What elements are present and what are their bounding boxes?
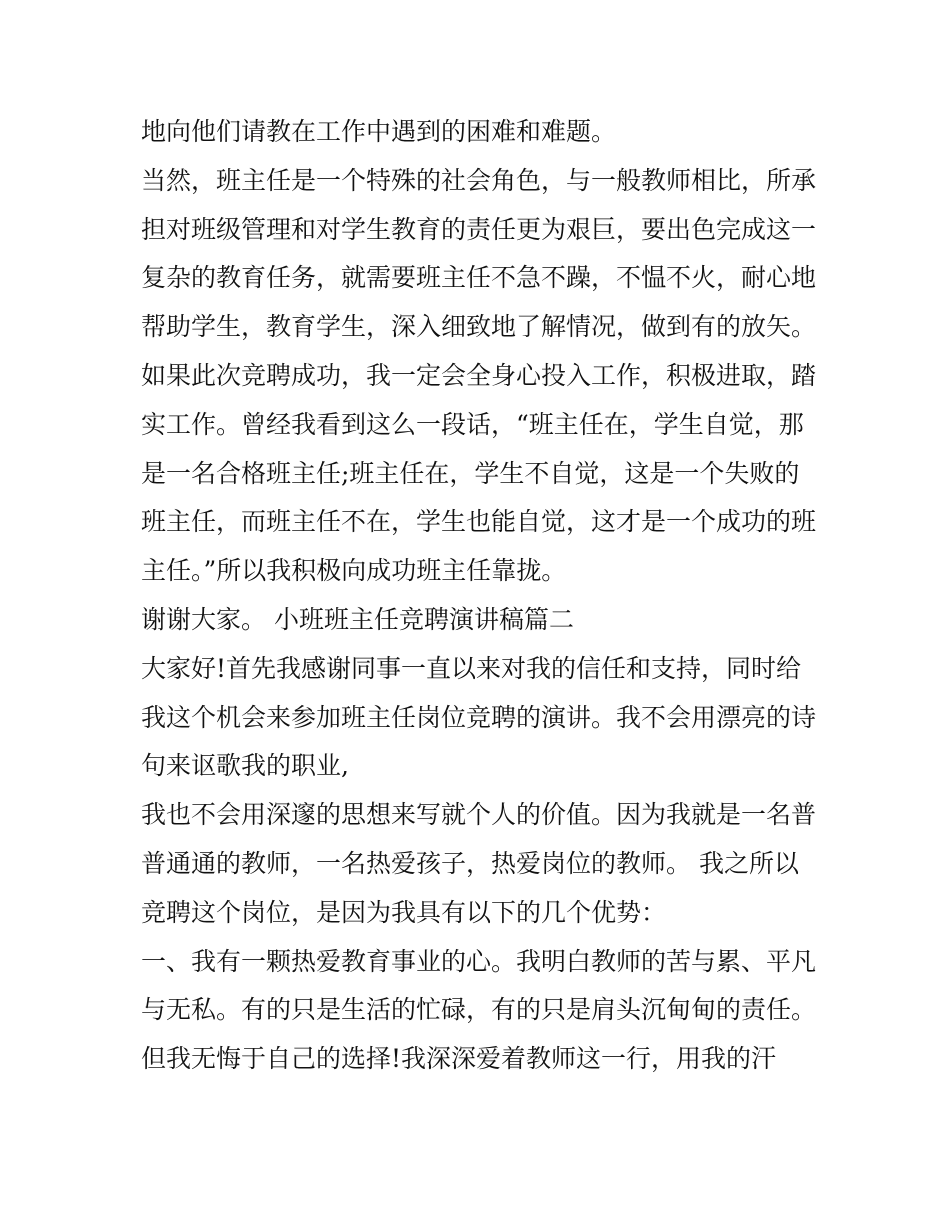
text-line-14: 句来讴歌我的职业, [141,751,349,781]
text-line-12: 大家好!首先我感谢同事一直以来对我的信任和支持，同时给 [141,653,802,683]
text-line-8: 是一名合格班主任;班主任在，学生不自觉，这是一个失败的 [141,458,800,488]
text-line-11: 谢谢大家。 小班班主任竞聘演讲稿篇二 [141,604,574,634]
text-line-3: 担对班级管理和对学生教育的责任更为艰巨，要出色完成这一 [141,214,817,244]
text-line-9: 班主任，而班主任不在，学生也能自觉，这才是一个成功的班 [141,507,817,537]
text-line-10: 主任。”所以我积极向成功班主任靠拢。 [141,556,567,586]
text-line-20: 但我无悔于自己的选择!我深深爱着教师这一行，用我的汗 [141,1044,777,1074]
text-line-16: 普通通的教师，一名热爱孩子，热爱岗位的教师。 我之所以 [141,848,799,878]
text-line-7: 实工作。曾经我看到这么一段话，“班主任在，学生自觉，那 [141,409,804,439]
text-line-19: 与无私。有的只是生活的忙碌，有的只是肩头沉甸甸的责任。 [141,995,817,1025]
text-line-15: 我也不会用深邃的思想来写就个人的价值。因为我就是一名普 [141,800,817,830]
text-line-13: 我这个机会来参加班主任岗位竞聘的演讲。我不会用漂亮的诗 [141,702,817,732]
text-line-4: 复杂的教育任务，就需要班主任不急不躁，不愠不火，耐心地 [141,263,817,293]
text-line-6: 如果此次竞聘成功，我一定会全身心投入工作，积极进取，踏 [141,360,817,390]
text-line-18: 一、我有一颗热爱教育事业的心。我明白教师的苦与累、平凡 [141,946,817,976]
text-line-5: 帮助学生，教育学生，深入细致地了解情况，做到有的放矢。 [141,312,817,342]
document-body [141,108,821,1084]
text-line-2: 当然，班主任是一个特殊的社会角色，与一般教师相比，所承 [141,165,817,195]
text-line-17: 竞聘这个岗位，是因为我具有以下的几个优势： [141,897,667,927]
text-line-1: 地向他们请教在工作中遇到的困难和难题。 [141,117,617,146]
